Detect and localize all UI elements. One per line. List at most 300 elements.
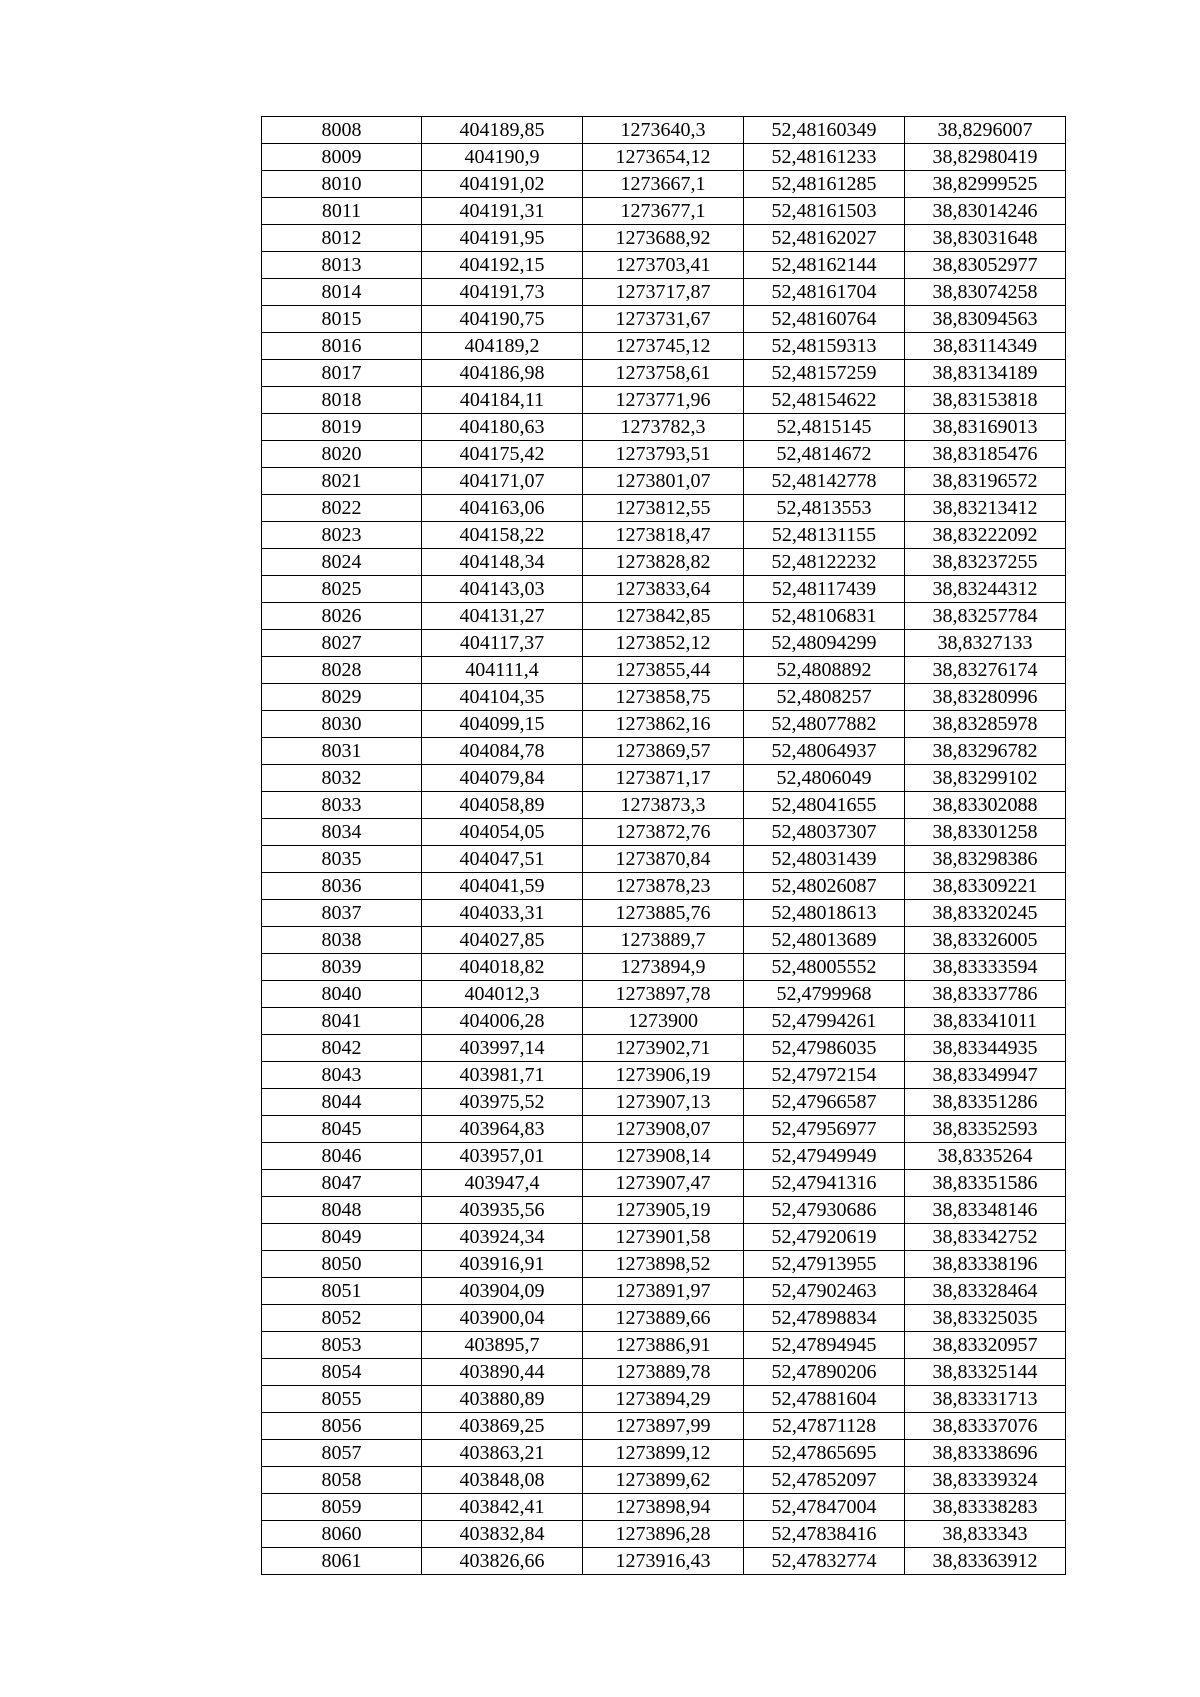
latitude-cell: 52,48160764 (744, 306, 905, 333)
longitude-cell: 38,83337076 (905, 1413, 1066, 1440)
x-coordinate-cell: 404192,15 (422, 252, 583, 279)
longitude-cell: 38,83351286 (905, 1089, 1066, 1116)
table-row (262, 1440, 1066, 1467)
latitude-cell: 52,47920619 (744, 1224, 905, 1251)
table-row (262, 549, 1066, 576)
table-row (262, 981, 1066, 1008)
table-row (262, 117, 1066, 144)
y-coordinate-cell: 1273640,3 (583, 117, 744, 144)
x-coordinate-cell: 404175,42 (422, 441, 583, 468)
point-number-cell: 8012 (262, 225, 422, 252)
longitude-cell: 38,83338196 (905, 1251, 1066, 1278)
x-coordinate-cell: 403947,4 (422, 1170, 583, 1197)
x-coordinate-cell: 403935,56 (422, 1197, 583, 1224)
longitude-cell: 38,83302088 (905, 792, 1066, 819)
longitude-cell: 38,83196572 (905, 468, 1066, 495)
longitude-cell: 38,83074258 (905, 279, 1066, 306)
point-number-cell: 8014 (262, 279, 422, 306)
latitude-cell: 52,48064937 (744, 738, 905, 765)
latitude-cell: 52,47894945 (744, 1332, 905, 1359)
point-number-cell: 8034 (262, 819, 422, 846)
point-number-cell: 8028 (262, 657, 422, 684)
x-coordinate-cell: 403869,25 (422, 1413, 583, 1440)
longitude-cell: 38,83328464 (905, 1278, 1066, 1305)
x-coordinate-cell: 404054,05 (422, 819, 583, 846)
x-coordinate-cell: 404190,9 (422, 144, 583, 171)
longitude-cell: 38,83296782 (905, 738, 1066, 765)
latitude-cell: 52,48159313 (744, 333, 905, 360)
point-number-cell: 8052 (262, 1305, 422, 1332)
x-coordinate-cell: 404041,59 (422, 873, 583, 900)
latitude-cell: 52,47941316 (744, 1170, 905, 1197)
x-coordinate-cell: 404171,07 (422, 468, 583, 495)
table-row (262, 414, 1066, 441)
latitude-cell: 52,47890206 (744, 1359, 905, 1386)
x-coordinate-cell: 404191,95 (422, 225, 583, 252)
longitude-cell: 38,83339324 (905, 1467, 1066, 1494)
point-number-cell: 8046 (262, 1143, 422, 1170)
table-row (262, 306, 1066, 333)
latitude-cell: 52,48160349 (744, 117, 905, 144)
table-row (262, 441, 1066, 468)
longitude-cell: 38,83222092 (905, 522, 1066, 549)
latitude-cell: 52,47930686 (744, 1197, 905, 1224)
y-coordinate-cell: 1273869,57 (583, 738, 744, 765)
y-coordinate-cell: 1273916,43 (583, 1548, 744, 1575)
y-coordinate-cell: 1273745,12 (583, 333, 744, 360)
x-coordinate-cell: 404184,11 (422, 387, 583, 414)
y-coordinate-cell: 1273717,87 (583, 279, 744, 306)
y-coordinate-cell: 1273818,47 (583, 522, 744, 549)
table-row (262, 684, 1066, 711)
y-coordinate-cell: 1273654,12 (583, 144, 744, 171)
y-coordinate-cell: 1273908,14 (583, 1143, 744, 1170)
table-row (262, 954, 1066, 981)
latitude-cell: 52,47832774 (744, 1548, 905, 1575)
longitude-cell: 38,83276174 (905, 657, 1066, 684)
x-coordinate-cell: 403826,66 (422, 1548, 583, 1575)
point-number-cell: 8056 (262, 1413, 422, 1440)
y-coordinate-cell: 1273894,9 (583, 954, 744, 981)
point-number-cell: 8021 (262, 468, 422, 495)
table-row (262, 1116, 1066, 1143)
x-coordinate-cell: 403957,01 (422, 1143, 583, 1170)
latitude-cell: 52,48161233 (744, 144, 905, 171)
table-row (262, 1278, 1066, 1305)
point-number-cell: 8009 (262, 144, 422, 171)
latitude-cell: 52,47847004 (744, 1494, 905, 1521)
y-coordinate-cell: 1273870,84 (583, 846, 744, 873)
table-row (262, 333, 1066, 360)
x-coordinate-cell: 404189,85 (422, 117, 583, 144)
longitude-cell: 38,83213412 (905, 495, 1066, 522)
longitude-cell: 38,83338696 (905, 1440, 1066, 1467)
coordinates-table-body (262, 117, 1066, 1575)
table-row (262, 1224, 1066, 1251)
longitude-cell: 38,83331713 (905, 1386, 1066, 1413)
x-coordinate-cell: 404158,22 (422, 522, 583, 549)
latitude-cell: 52,47838416 (744, 1521, 905, 1548)
latitude-cell: 52,48013689 (744, 927, 905, 954)
point-number-cell: 8054 (262, 1359, 422, 1386)
y-coordinate-cell: 1273905,19 (583, 1197, 744, 1224)
latitude-cell: 52,47898834 (744, 1305, 905, 1332)
x-coordinate-cell: 403924,34 (422, 1224, 583, 1251)
point-number-cell: 8030 (262, 711, 422, 738)
table-row (262, 630, 1066, 657)
x-coordinate-cell: 403863,21 (422, 1440, 583, 1467)
longitude-cell: 38,83338283 (905, 1494, 1066, 1521)
latitude-cell: 52,47865695 (744, 1440, 905, 1467)
latitude-cell: 52,47902463 (744, 1278, 905, 1305)
x-coordinate-cell: 404104,35 (422, 684, 583, 711)
point-number-cell: 8060 (262, 1521, 422, 1548)
longitude-cell: 38,83342752 (905, 1224, 1066, 1251)
point-number-cell: 8051 (262, 1278, 422, 1305)
y-coordinate-cell: 1273771,96 (583, 387, 744, 414)
x-coordinate-cell: 404117,37 (422, 630, 583, 657)
longitude-cell: 38,83344935 (905, 1035, 1066, 1062)
x-coordinate-cell: 404143,03 (422, 576, 583, 603)
x-coordinate-cell: 404191,31 (422, 198, 583, 225)
table-row (262, 711, 1066, 738)
longitude-cell: 38,83257784 (905, 603, 1066, 630)
x-coordinate-cell: 403848,08 (422, 1467, 583, 1494)
latitude-cell: 52,4799968 (744, 981, 905, 1008)
latitude-cell: 52,48131155 (744, 522, 905, 549)
x-coordinate-cell: 403900,04 (422, 1305, 583, 1332)
longitude-cell: 38,83309221 (905, 873, 1066, 900)
point-number-cell: 8044 (262, 1089, 422, 1116)
y-coordinate-cell: 1273898,52 (583, 1251, 744, 1278)
latitude-cell: 52,4814672 (744, 441, 905, 468)
point-number-cell: 8008 (262, 117, 422, 144)
latitude-cell: 52,48037307 (744, 819, 905, 846)
table-row (262, 1062, 1066, 1089)
longitude-cell: 38,8296007 (905, 117, 1066, 144)
y-coordinate-cell: 1273900 (583, 1008, 744, 1035)
table-row (262, 1494, 1066, 1521)
point-number-cell: 8011 (262, 198, 422, 225)
x-coordinate-cell: 404189,2 (422, 333, 583, 360)
y-coordinate-cell: 1273852,12 (583, 630, 744, 657)
y-coordinate-cell: 1273833,64 (583, 576, 744, 603)
y-coordinate-cell: 1273885,76 (583, 900, 744, 927)
longitude-cell: 38,83363912 (905, 1548, 1066, 1575)
x-coordinate-cell: 404131,27 (422, 603, 583, 630)
point-number-cell: 8015 (262, 306, 422, 333)
y-coordinate-cell: 1273907,13 (583, 1089, 744, 1116)
latitude-cell: 52,48161704 (744, 279, 905, 306)
y-coordinate-cell: 1273793,51 (583, 441, 744, 468)
latitude-cell: 52,48031439 (744, 846, 905, 873)
longitude-cell: 38,8335264 (905, 1143, 1066, 1170)
latitude-cell: 52,47956977 (744, 1116, 905, 1143)
longitude-cell: 38,8327133 (905, 630, 1066, 657)
x-coordinate-cell: 404006,28 (422, 1008, 583, 1035)
y-coordinate-cell: 1273902,71 (583, 1035, 744, 1062)
longitude-cell: 38,83298386 (905, 846, 1066, 873)
y-coordinate-cell: 1273677,1 (583, 198, 744, 225)
longitude-cell: 38,83114349 (905, 333, 1066, 360)
latitude-cell: 52,47986035 (744, 1035, 905, 1062)
x-coordinate-cell: 404191,02 (422, 171, 583, 198)
longitude-cell: 38,83351586 (905, 1170, 1066, 1197)
table-row (262, 1089, 1066, 1116)
point-number-cell: 8058 (262, 1467, 422, 1494)
point-number-cell: 8017 (262, 360, 422, 387)
x-coordinate-cell: 404099,15 (422, 711, 583, 738)
longitude-cell: 38,82980419 (905, 144, 1066, 171)
table-row (262, 873, 1066, 900)
x-coordinate-cell: 403964,83 (422, 1116, 583, 1143)
latitude-cell: 52,48142778 (744, 468, 905, 495)
point-number-cell: 8033 (262, 792, 422, 819)
x-coordinate-cell: 404180,63 (422, 414, 583, 441)
y-coordinate-cell: 1273907,47 (583, 1170, 744, 1197)
table-row (262, 1008, 1066, 1035)
latitude-cell: 52,48026087 (744, 873, 905, 900)
point-number-cell: 8049 (262, 1224, 422, 1251)
table-row (262, 1467, 1066, 1494)
longitude-cell: 38,83094563 (905, 306, 1066, 333)
longitude-cell: 38,83337786 (905, 981, 1066, 1008)
latitude-cell: 52,47913955 (744, 1251, 905, 1278)
latitude-cell: 52,48154622 (744, 387, 905, 414)
y-coordinate-cell: 1273886,91 (583, 1332, 744, 1359)
y-coordinate-cell: 1273906,19 (583, 1062, 744, 1089)
table-row (262, 765, 1066, 792)
x-coordinate-cell: 404163,06 (422, 495, 583, 522)
point-number-cell: 8010 (262, 171, 422, 198)
point-number-cell: 8055 (262, 1386, 422, 1413)
coordinates-table (261, 116, 1066, 1575)
latitude-cell: 52,47881604 (744, 1386, 905, 1413)
longitude-cell: 38,83348146 (905, 1197, 1066, 1224)
x-coordinate-cell: 403904,09 (422, 1278, 583, 1305)
point-number-cell: 8013 (262, 252, 422, 279)
latitude-cell: 52,47852097 (744, 1467, 905, 1494)
longitude-cell: 38,83301258 (905, 819, 1066, 846)
point-number-cell: 8032 (262, 765, 422, 792)
longitude-cell: 38,83349947 (905, 1062, 1066, 1089)
x-coordinate-cell: 403832,84 (422, 1521, 583, 1548)
point-number-cell: 8018 (262, 387, 422, 414)
latitude-cell: 52,48018613 (744, 900, 905, 927)
y-coordinate-cell: 1273872,76 (583, 819, 744, 846)
longitude-cell: 38,83052977 (905, 252, 1066, 279)
longitude-cell: 38,83285978 (905, 711, 1066, 738)
y-coordinate-cell: 1273667,1 (583, 171, 744, 198)
point-number-cell: 8053 (262, 1332, 422, 1359)
x-coordinate-cell: 403997,14 (422, 1035, 583, 1062)
x-coordinate-cell: 404079,84 (422, 765, 583, 792)
x-coordinate-cell: 404190,75 (422, 306, 583, 333)
table-row (262, 1170, 1066, 1197)
table-row (262, 198, 1066, 225)
longitude-cell: 38,83237255 (905, 549, 1066, 576)
latitude-cell: 52,4806049 (744, 765, 905, 792)
point-number-cell: 8047 (262, 1170, 422, 1197)
y-coordinate-cell: 1273897,99 (583, 1413, 744, 1440)
x-coordinate-cell: 404191,73 (422, 279, 583, 306)
latitude-cell: 52,47949949 (744, 1143, 905, 1170)
latitude-cell: 52,47972154 (744, 1062, 905, 1089)
table-row (262, 792, 1066, 819)
point-number-cell: 8037 (262, 900, 422, 927)
y-coordinate-cell: 1273871,17 (583, 765, 744, 792)
point-number-cell: 8040 (262, 981, 422, 1008)
point-number-cell: 8057 (262, 1440, 422, 1467)
latitude-cell: 52,48106831 (744, 603, 905, 630)
latitude-cell: 52,4808892 (744, 657, 905, 684)
table-row (262, 1143, 1066, 1170)
point-number-cell: 8039 (262, 954, 422, 981)
table-row (262, 1359, 1066, 1386)
point-number-cell: 8022 (262, 495, 422, 522)
y-coordinate-cell: 1273889,7 (583, 927, 744, 954)
point-number-cell: 8023 (262, 522, 422, 549)
table-row (262, 171, 1066, 198)
y-coordinate-cell: 1273862,16 (583, 711, 744, 738)
longitude-cell: 38,83341011 (905, 1008, 1066, 1035)
table-row (262, 522, 1066, 549)
table-row (262, 252, 1066, 279)
table-row (262, 1332, 1066, 1359)
y-coordinate-cell: 1273894,29 (583, 1386, 744, 1413)
y-coordinate-cell: 1273731,67 (583, 306, 744, 333)
x-coordinate-cell: 404033,31 (422, 900, 583, 927)
x-coordinate-cell: 403916,91 (422, 1251, 583, 1278)
point-number-cell: 8041 (262, 1008, 422, 1035)
x-coordinate-cell: 404111,4 (422, 657, 583, 684)
y-coordinate-cell: 1273897,78 (583, 981, 744, 1008)
x-coordinate-cell: 404058,89 (422, 792, 583, 819)
y-coordinate-cell: 1273703,41 (583, 252, 744, 279)
point-number-cell: 8061 (262, 1548, 422, 1575)
table-row (262, 1521, 1066, 1548)
y-coordinate-cell: 1273889,66 (583, 1305, 744, 1332)
table-row (262, 1386, 1066, 1413)
point-number-cell: 8035 (262, 846, 422, 873)
latitude-cell: 52,48161285 (744, 171, 905, 198)
x-coordinate-cell: 404148,34 (422, 549, 583, 576)
y-coordinate-cell: 1273901,58 (583, 1224, 744, 1251)
x-coordinate-cell: 403842,41 (422, 1494, 583, 1521)
latitude-cell: 52,48157259 (744, 360, 905, 387)
table-row (262, 468, 1066, 495)
latitude-cell: 52,4808257 (744, 684, 905, 711)
x-coordinate-cell: 404186,98 (422, 360, 583, 387)
x-coordinate-cell: 403890,44 (422, 1359, 583, 1386)
latitude-cell: 52,48117439 (744, 576, 905, 603)
point-number-cell: 8025 (262, 576, 422, 603)
longitude-cell: 38,83185476 (905, 441, 1066, 468)
x-coordinate-cell: 403981,71 (422, 1062, 583, 1089)
point-number-cell: 8029 (262, 684, 422, 711)
longitude-cell: 38,83014246 (905, 198, 1066, 225)
y-coordinate-cell: 1273873,3 (583, 792, 744, 819)
point-number-cell: 8038 (262, 927, 422, 954)
point-number-cell: 8042 (262, 1035, 422, 1062)
longitude-cell: 38,83153818 (905, 387, 1066, 414)
point-number-cell: 8031 (262, 738, 422, 765)
point-number-cell: 8059 (262, 1494, 422, 1521)
y-coordinate-cell: 1273828,82 (583, 549, 744, 576)
longitude-cell: 38,82999525 (905, 171, 1066, 198)
longitude-cell: 38,83031648 (905, 225, 1066, 252)
table-row (262, 495, 1066, 522)
latitude-cell: 52,48162027 (744, 225, 905, 252)
table-row (262, 279, 1066, 306)
latitude-cell: 52,47871128 (744, 1413, 905, 1440)
longitude-cell: 38,83326005 (905, 927, 1066, 954)
y-coordinate-cell: 1273899,12 (583, 1440, 744, 1467)
x-coordinate-cell: 404012,3 (422, 981, 583, 1008)
latitude-cell: 52,4813553 (744, 495, 905, 522)
longitude-cell: 38,83333594 (905, 954, 1066, 981)
y-coordinate-cell: 1273842,85 (583, 603, 744, 630)
longitude-cell: 38,83244312 (905, 576, 1066, 603)
y-coordinate-cell: 1273858,75 (583, 684, 744, 711)
x-coordinate-cell: 404084,78 (422, 738, 583, 765)
table-row (262, 603, 1066, 630)
table-row (262, 1305, 1066, 1332)
y-coordinate-cell: 1273782,3 (583, 414, 744, 441)
latitude-cell: 52,48041655 (744, 792, 905, 819)
x-coordinate-cell: 404027,85 (422, 927, 583, 954)
y-coordinate-cell: 1273891,97 (583, 1278, 744, 1305)
y-coordinate-cell: 1273688,92 (583, 225, 744, 252)
point-number-cell: 8020 (262, 441, 422, 468)
longitude-cell: 38,83320245 (905, 900, 1066, 927)
point-number-cell: 8019 (262, 414, 422, 441)
table-row (262, 819, 1066, 846)
latitude-cell: 52,47994261 (744, 1008, 905, 1035)
latitude-cell: 52,48005552 (744, 954, 905, 981)
y-coordinate-cell: 1273899,62 (583, 1467, 744, 1494)
table-row (262, 846, 1066, 873)
x-coordinate-cell: 404047,51 (422, 846, 583, 873)
point-number-cell: 8027 (262, 630, 422, 657)
longitude-cell: 38,83169013 (905, 414, 1066, 441)
latitude-cell: 52,48077882 (744, 711, 905, 738)
point-number-cell: 8043 (262, 1062, 422, 1089)
y-coordinate-cell: 1273855,44 (583, 657, 744, 684)
longitude-cell: 38,833343 (905, 1521, 1066, 1548)
x-coordinate-cell: 403975,52 (422, 1089, 583, 1116)
longitude-cell: 38,83299102 (905, 765, 1066, 792)
table-row (262, 576, 1066, 603)
x-coordinate-cell: 403880,89 (422, 1386, 583, 1413)
longitude-cell: 38,83325035 (905, 1305, 1066, 1332)
table-row (262, 1251, 1066, 1278)
table-row (262, 144, 1066, 171)
y-coordinate-cell: 1273812,55 (583, 495, 744, 522)
point-number-cell: 8048 (262, 1197, 422, 1224)
table-row (262, 225, 1066, 252)
table-row (262, 927, 1066, 954)
y-coordinate-cell: 1273889,78 (583, 1359, 744, 1386)
y-coordinate-cell: 1273801,07 (583, 468, 744, 495)
table-row (262, 900, 1066, 927)
longitude-cell: 38,83280996 (905, 684, 1066, 711)
y-coordinate-cell: 1273908,07 (583, 1116, 744, 1143)
y-coordinate-cell: 1273896,28 (583, 1521, 744, 1548)
point-number-cell: 8036 (262, 873, 422, 900)
latitude-cell: 52,48094299 (744, 630, 905, 657)
table-row (262, 387, 1066, 414)
